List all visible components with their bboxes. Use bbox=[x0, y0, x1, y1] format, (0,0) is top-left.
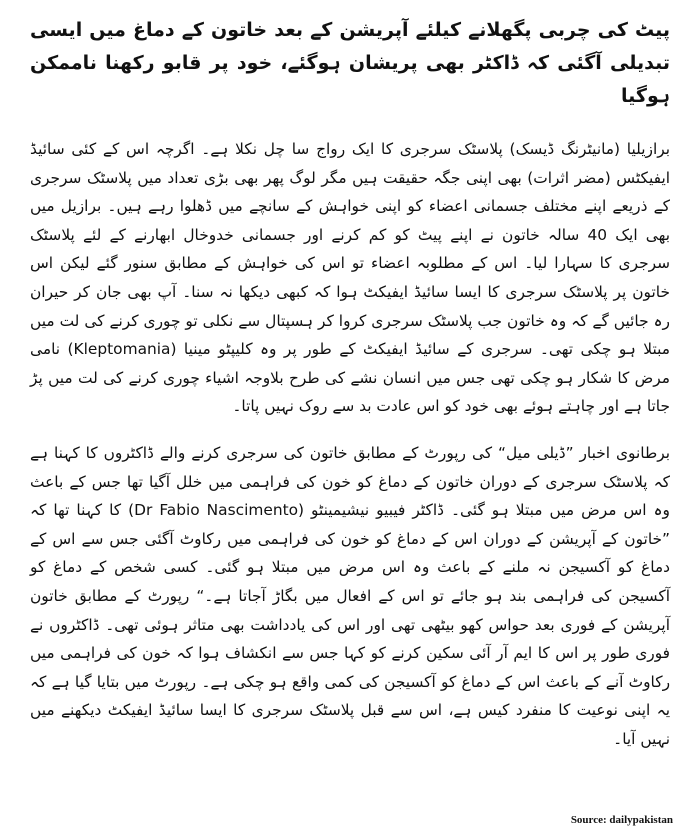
source-credit: Source: dailypakistan bbox=[570, 814, 673, 826]
article-paragraph-2: برطانوی اخبار ”ڈیلی میل“ کی رپورٹ کے مطابق خاتون کی سرجری کرنے والے ڈاکٹروں کا کہنا ہے کہ پلاسٹک سرجری کے دوران خاتون کے دماغ کو خون کی فراہمی میں خلل آگیا تھا جس کے باعث وہ اس مرض میں مبتلا ہو گئی۔ ڈاکٹر فیبیو نیشیمینٹو (Dr Fabio Nascimento) کا کہنا تھا کہ ”خاتون کے آپریشن کے دوران اس کے دماغ کو خون کی فراہمی میں رکاوٹ آگئی جس سے اس کے دماغ کو آکسیجن نہ ملنے کے باعث وہ اس مرض میں مبتلا ہو گئی۔ کسی شخص کے دماغ کو آکسیجن کی فراہمی بند ہو جائے تو اس کے افعال میں بگاڑ آجاتا ہے۔“ رپورٹ کے مطابق خاتون آپریشن کے فوری بعد حواس کھو بیٹھی تھی اور اس کی یادداشت بھی متاثر ہوئی تھی۔ ڈاکٹروں نے فوری طور پر اس کا ایم آر آئی سکین کرنے کو کہا جس سے انکشاف ہوا کہ خون کی فراہمی میں رکاوٹ آنے کے باعث اس کے دماغ کو آکسیجن کی کمی واقع ہو چکی ہے۔ رپورٹ میں بتایا گیا ہے کہ یہ اپنی نوعیت کا منفرد کیس ہے، اس سے قبل پلاسٹک سرجری کا ایسا سائیڈ ایفیکٹ دیکھنے میں نہیں آیا۔ bbox=[30, 443, 670, 748]
article-headline: پیٹ کی چربی پگھلانے کیلئے آپریشن کے بعد خاتون کے دماغ میں ایسی تبدیلی آگئی کہ ڈاکٹر بھی پریشان ہوگئے، خود پر قابو رکھنا ناممکن ہوگیا bbox=[30, 19, 670, 107]
article-paragraph-1: برازیلیا (مانیٹرنگ ڈیسک) پلاسٹک سرجری کا ایک رواج سا چل نکلا ہے۔ اگرچہ اس کے کئی سائیڈ ایفیکٹس (مضر اثرات) بھی اپنی جگہ حقیقت ہیں مگر لوگ پھر بھی بڑی تعداد میں پلاسٹک سرجری کے ذریعے اپنے مختلف جسمانی اعضاء کو اپنی خواہش کے سانچے میں ڈھلوا رہے ہیں۔ برازیل میں بھی ایک 40 سالہ خاتون نے اپنے پیٹ کو کم کرنے اور جسمانی خدوخال ابھارنے کے لئے پلاسٹک سرجری کا سہارا لیا۔ اس کے مطلوبہ اعضاء تو اس کی خواہش کے مطابق سنور گئے لیکن اس خاتون پر پلاسٹک سرجری کا ایسا سائیڈ ایفیکٹ ہوا کہ کبھی دیکھا نہ سنا۔ آپ بھی جان کر حیران رہ جائیں گے کہ وہ خاتون جب پلاسٹک سرجری کروا کر ہسپتال سے نکلی تو چوری کرنے کی لت میں مبتلا ہو چکی تھی۔ سرجری کے سائیڈ ایفیکٹ کے طور پر وہ کلیپٹو مینیا (Kleptomania) نامی مرض کا شکار ہو چکی تھی جس میں انسان نشے کی طرح بلاوجہ اشیاء چوری کرنے کی لت میں پڑ جاتا ہے اور چاہتے ہوئے بھی خود کو اس عادت بد سے روک نہیں پاتا۔ bbox=[30, 140, 671, 416]
article bbox=[30, 14, 670, 771]
